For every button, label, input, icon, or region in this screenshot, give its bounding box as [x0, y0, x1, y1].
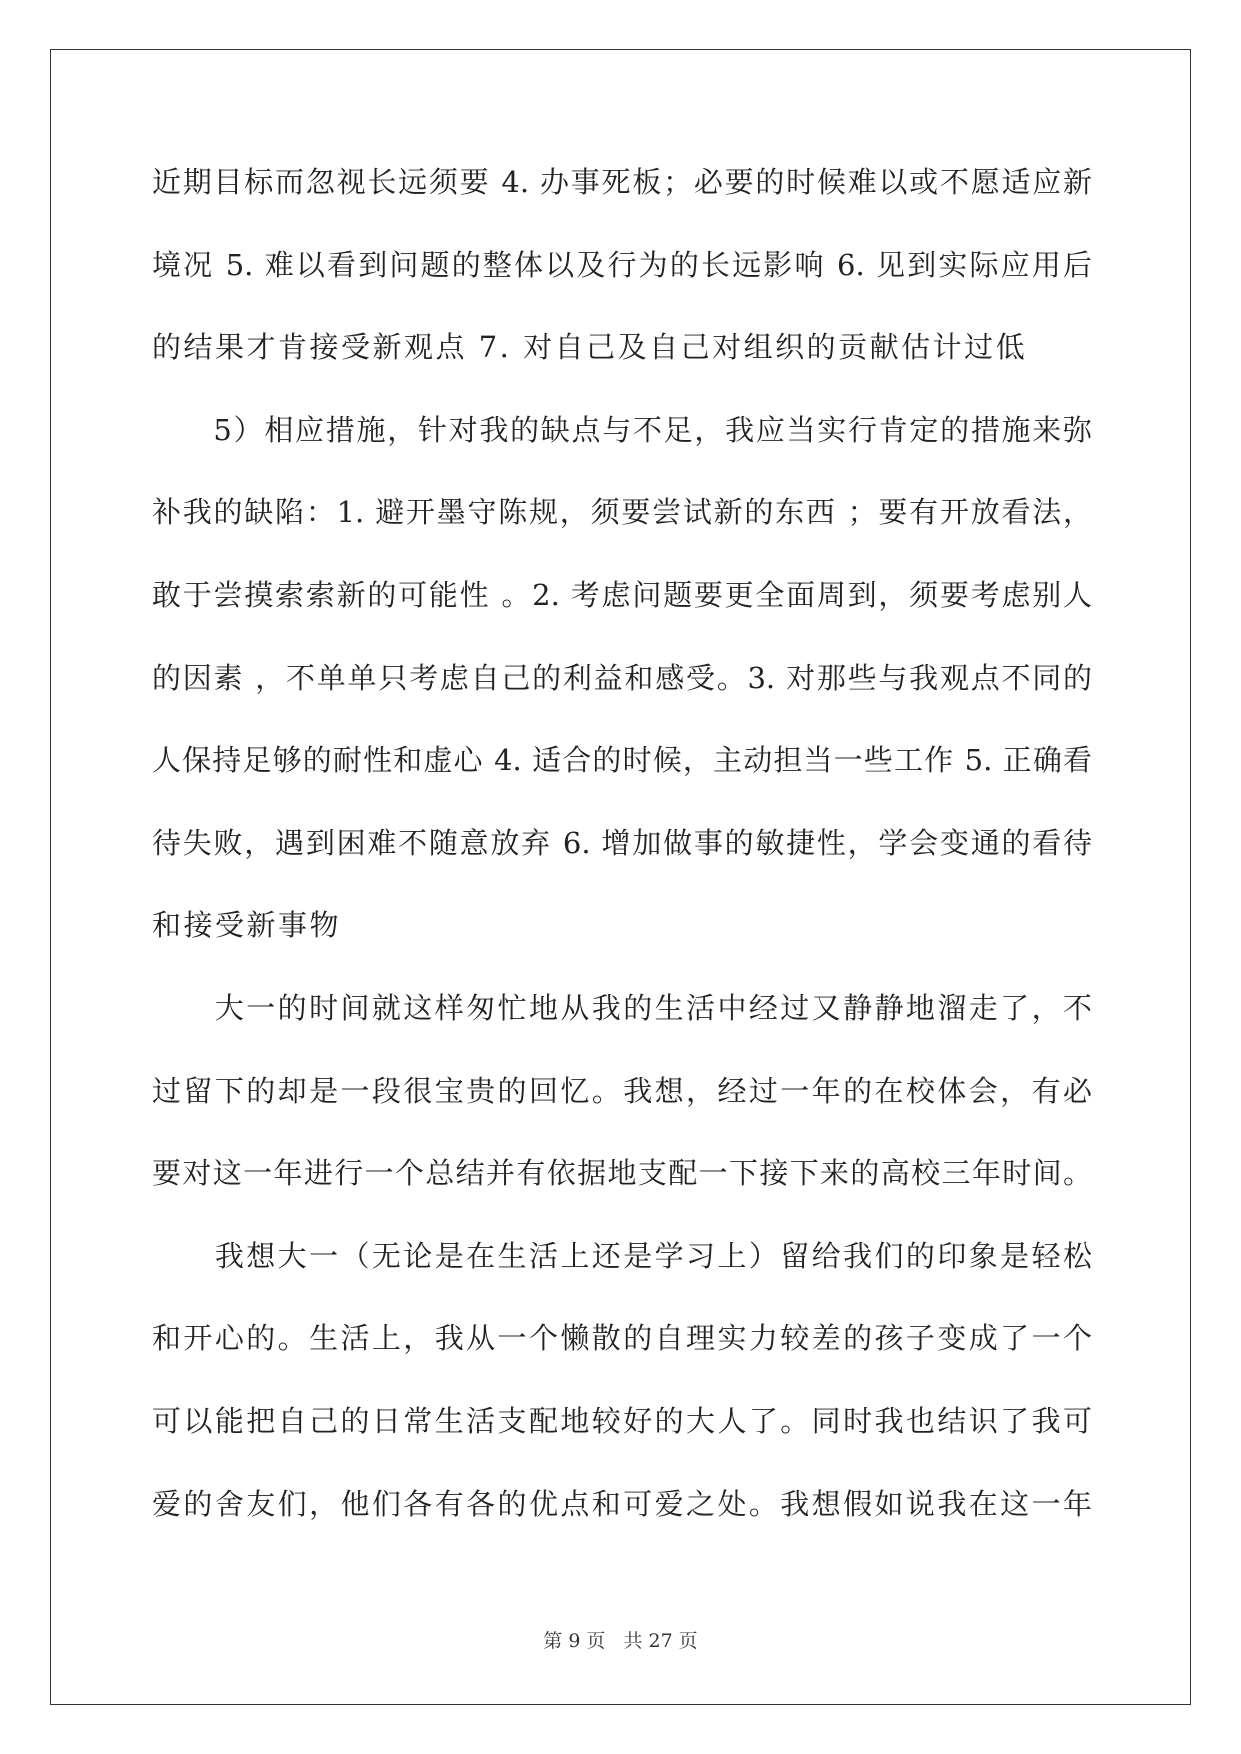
text-line: 要对这一年进行一个总结并有依据地支配一下接下来的高校三年时间。 — [152, 1156, 1092, 1191]
text-line: 爱的舍友们，他们各有各的优点和可爱之处。我想假如说我在这一年 — [152, 1486, 1092, 1521]
text-line: 的因素 ，不单单只考虑自己的利益和感受。3. 对那些与我观点不同的 — [152, 660, 1092, 695]
text-line: 近期目标而忽视长远须要 4. 办事死板；必要的时候难以或不愿适应新 — [152, 165, 1092, 199]
text-line: 人保持足够的耐性和虚心 4. 适合的时候，主动担当一些工作 5. 正确看 — [152, 743, 1092, 778]
text-line: 补我的缺陷：1. 避开墨守陈规，须要尝试新的东西 ；要有开放看法， — [152, 495, 1092, 530]
page-footer — [0, 1630, 1241, 1652]
text-line: 的结果才肯接受新观点 7. 对自己及自己对组织的贡献估计过低 — [152, 330, 1028, 365]
page-number-label: 第 9 页 — [543, 1630, 606, 1652]
text-line: 大一的时间就这样匆忙地从我的生活中经过又静静地溜走了，不 — [152, 990, 1092, 1025]
text-line: 境况 5. 难以看到问题的整体以及行为的长远影响 6. 见到实际应用后 — [152, 247, 1092, 282]
total-page-count: 27 — [648, 1630, 673, 1652]
text-line: 待失败，遇到困难不随意放弃 6. 增加做事的敏捷性，学会变通的看待 — [152, 825, 1092, 860]
text-line: 和接受新事物 — [152, 908, 342, 943]
text-line: 可以能把自己的日常生活支配地较好的大人了。同时我也结识了我可 — [152, 1403, 1092, 1438]
current-page-number: 9 — [568, 1630, 581, 1652]
text-line: 敢于尝摸索索新的可能性 。2. 考虑问题要更全面周到，须要考虑别人 — [152, 577, 1092, 612]
text-line: 和开心的。生活上，我从一个懒散的自理实力较差的孩子变成了一个 — [152, 1321, 1092, 1356]
total-pages-label: 共 27 页 — [623, 1630, 698, 1652]
document-body — [152, 165, 1092, 1572]
text-line: 过留下的却是一段很宝贵的回忆。我想，经过一年的在校体会，有必 — [152, 1073, 1092, 1108]
text-line: 我想大一（无论是在生活上还是学习上）留给我们的印象是轻松 — [152, 1238, 1092, 1273]
text-line: 5）相应措施，针对我的缺点与不足，我应当实行肯定的措施来弥 — [152, 412, 1092, 447]
